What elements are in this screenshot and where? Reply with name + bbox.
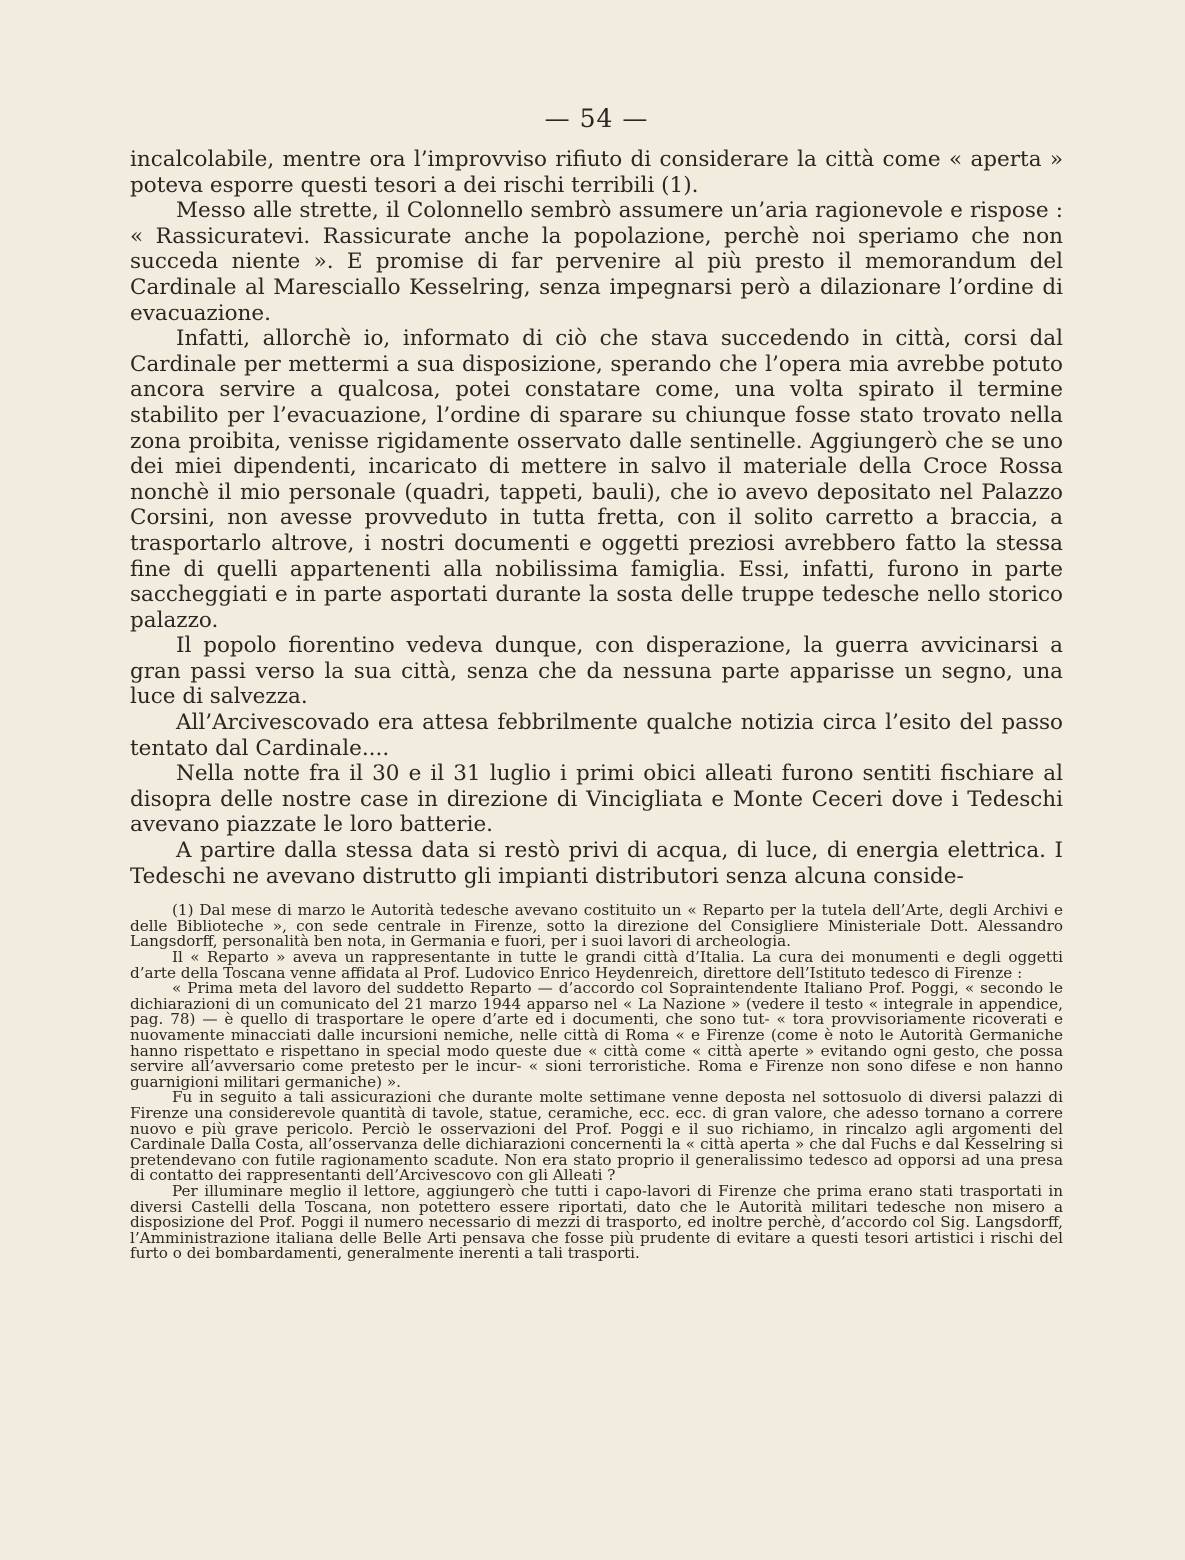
body-paragraph: Il popolo fiorentino vedeva dunque, con disperazione, la guerra avvicinarsi a gran passi verso la sua città, senza che da nessuna parte apparisse un segno, una luce di salvezza. [130,633,1063,710]
main-text [130,147,1063,889]
footnote-paragraph: Il « Reparto » aveva un rappresentante in tutte le grandi città d’Italia. La cura dei monumenti e degli oggetti d’arte della Toscana venne affidata al Prof. Ludovico Enrico Heydenreich, direttore dell’Istituto tedesco di Firenze : [130,948,1063,982]
footnote-paragraph: Fu in seguito a tali assicurazioni che durante molte settimane venne deposta nel sottosuolo di diversi palazzi di Firenze una considerevole quantità di tavole, statue, ceramiche, ecc. ecc. di gran valore, che adesso tornano a correre nuovo e più grave pericolo. Perciò le osservazioni del Prof. Poggi e il suo richiamo, in rincalzo agli argomenti del Cardinale Dalla Costa, all’osservanza delle dichiarazioni concernenti la « città aperta » che dal Fuchs e dal Kesselring si pretendevano con futile ragionamento scadute. Non era stato proprio il generalissimo tedesco ad opporsi ad una presa di contatto dei rappresentanti dell’Arcivescovo con gli Alleati ? [130,1088,1063,1185]
body-paragraph: Infatti, allorchè io, informato di ciò che stava succedendo in città, corsi dal Cardinale per mettermi a sua disposizione, sperando che l’opera mia avrebbe potuto ancora servire a qualcosa, potei constatare come, una volta spirato il termine stabilito per l’evacuazione, l’ordine di sparare su chiunque fosse stato trovato nella zona proibita, venisse rigidamente osservato dalle sentinelle. Aggiungerò che se uno dei miei dipendenti, incaricato di mettere in salvo il materiale della Croce Rossa nonchè il mio personale (quadri, tappeti, bauli), che io avevo depositato nel Palazzo Corsini, non avesse provveduto in tutta fretta, con il solito carretto a braccia, a trasportarlo altrove, i nostri documenti e oggetti preziosi avrebbero fatto la stessa fine di quelli appartenenti alla nobilissima famiglia. Essi, infatti, furono in parte saccheggiati e in parte asportati durante la sosta delle truppe tedesche nello storico palazzo. [130,326,1063,633]
page-number: — 54 — [544,104,649,133]
footnote-paragraph: Per illuminare meglio il lettore, aggiungerò che tutti i capo-lavori di Firenze che prima erano stati trasportati in diversi Castelli della Toscana, non potettero essere riportati, dato che le Autorità militari tedesche non misero a disposizione del Prof. Poggi il numero necessario di mezzi di trasporto, ed inoltre perchè, d’accordo col Sig. Langsdorff, l’Amministrazione italiana delle Belle Arti pensava che fosse più prudente di evitare a questi tesori artistici i rischi del furto o dei bombardamenti, generalmente inerenti a tali trasporti. [130,1181,1063,1263]
footnote-paragraph: (1) Dal mese di marzo le Autorità tedesche avevano costituito un « Reparto per la tutela dell’Arte, degli Archivi e delle Biblioteche », con sede centrale in Firenze, sotto la direzione del Consigliere Ministeriale Dott. Alessandro Langsdorff, personalità ben nota, in Germania e fuori, per i suoi lavori di archeologia. [130,901,1063,951]
footnote-quote: « Prima meta del lavoro del suddetto Reparto — d’accordo col Sopraintendente Italiano Prof. Poggi, « secondo le dichiarazioni di un comunicato del 21 marzo 1944 apparso nel « La Nazione » (vedere il testo « integrale in appendice, pag. 78) — è quello di trasportare le opere d’arte ed i documenti, che sono tut- « tora provvisoriamente ricoverati e nuovamente minacciati dalle incursioni nemiche, nelle città di Roma « e Firenze (come è noto le Autorità Germaniche hanno rispettato e rispettano in special modo queste due « città come « città aperte » evitando ogni gesto, che possa servire all’avversario come pretesto per le incur- « sioni terroristiche. Roma e Firenze non sono difese e non hanno guarnigioni militari germaniche) ». [130,979,1063,1091]
footnotes [130,903,1063,1262]
body-paragraph: All’Arcivescovado era attesa febbrilmente qualche notizia circa l’esito del passo tentato dal Cardinale.... [130,710,1063,761]
body-paragraph: Messo alle strette, il Colonnello sembrò assumere un’aria ragionevole e rispose : « Rassicuratevi. Rassicurate anche la popolazione, perchè noi speriamo che non succeda niente ». E promise di far pervenire al più presto il memorandum del Cardinale al Maresciallo Kesselring, senza impegnarsi però a dilazionare l’ordine di evacuazione. [130,198,1063,326]
body-paragraph: A partire dalla stessa data si restò privi di acqua, di luce, di energia elettrica. I Tedeschi ne avevano distrutto gli impianti distributori senza alcuna conside- [130,838,1063,889]
body-paragraph: incalcolabile, mentre ora l’improvviso rifiuto di considerare la città come « aperta » poteva esporre questi tesori a dei rischi terribili (1). [130,147,1063,198]
body-paragraph: Nella notte fra il 30 e il 31 luglio i primi obici alleati furono sentiti fischiare al disopra delle nostre case in direzione di Vincigliata e Monte Ceceri dove i Tedeschi avevano piazzate le loro batterie. [130,761,1063,838]
